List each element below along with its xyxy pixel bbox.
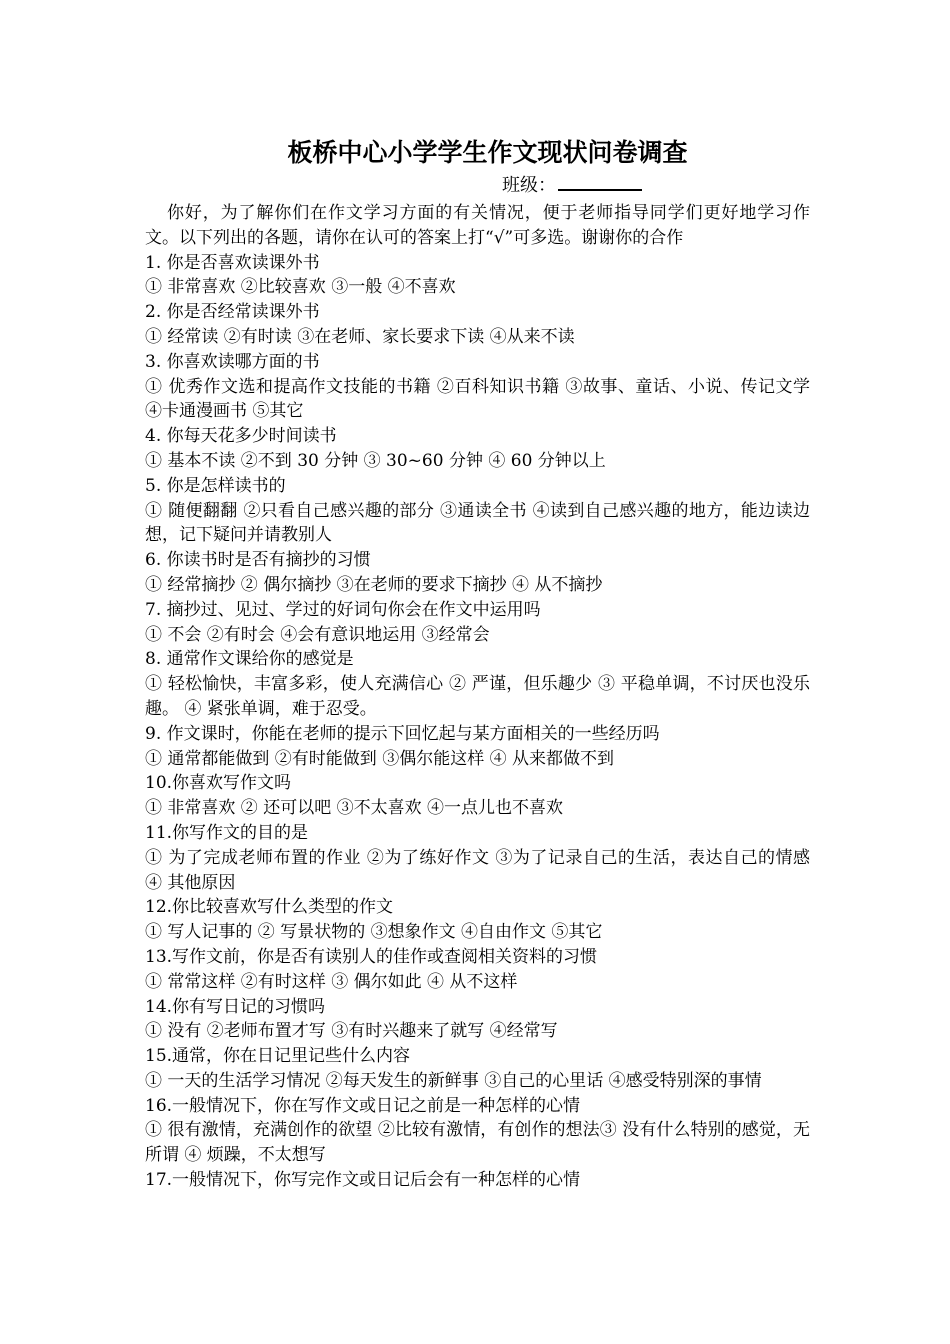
question-item (145, 771, 810, 821)
intro-paragraph: 你好，为了解你们在作文学习方面的有关情况，便于老师指导同学们更好地学习作文。以下列出的各题，请你在认可的答案上打“√”可多选。谢谢你的合作 (145, 203, 810, 248)
question-options[interactable]: ① 没有 ②老师布置才写 ③有时兴趣来了就写 ④经常写 (145, 1021, 558, 1042)
question-options[interactable]: ① 写人记事的 ② 写景状物的 ③想象作文 ④自由作文 ⑤其它 (145, 922, 603, 943)
question-options[interactable]: ① 基本不读 ②不到 30 分钟 ③ 30~60 分钟 ④ 60 分钟以上 (145, 450, 606, 471)
question-item (145, 647, 810, 721)
question-options[interactable]: ① 为了完成老师布置的作业 ②为了练好作文 ③为了记录自己的生活，表达自己的情感 ④ 其他原因 (145, 847, 810, 893)
question-item (145, 895, 810, 945)
question-item (145, 821, 810, 895)
question-item (145, 251, 810, 301)
question-item (145, 1094, 810, 1168)
question-options[interactable]: ① 非常喜欢 ② 还可以吧 ③不太喜欢 ④一点儿也不喜欢 (145, 798, 564, 819)
question-text: 6. 你读书时是否有摘抄的习惯 (145, 550, 371, 571)
question-list (145, 251, 810, 1193)
question-item (145, 300, 810, 350)
question-text: 13.写作文前，你是否有读别人的佳作或查阅相关资料的习惯 (145, 946, 598, 967)
question-options[interactable]: ① 很有激情，充满创作的欲望 ②比较有激情，有创作的想法③ 没有什么特别的感觉，无所谓 ④ 烦躁，不太想写 (145, 1120, 810, 1166)
question-text: 7. 摘抄过、见过、学过的好词句你会在作文中运用吗 (145, 599, 541, 620)
question-item (145, 722, 810, 772)
question-item (145, 1168, 810, 1193)
question-options[interactable]: ① 非常喜欢 ②比较喜欢 ③一般 ④不喜欢 (145, 277, 456, 298)
class-blank[interactable] (558, 171, 642, 191)
question-item (145, 424, 810, 474)
question-options[interactable]: ① 经常读 ②有时读 ③在老师、家长要求下读 ④从来不读 (145, 326, 575, 347)
question-item (145, 474, 810, 548)
question-text: 15.通常，你在日记里记些什么内容 (145, 1046, 411, 1067)
question-text: 1. 你是否喜欢读课外书 (145, 252, 320, 273)
question-item (145, 945, 810, 995)
question-item (145, 350, 810, 424)
question-options[interactable]: ① 常常这样 ②有时这样 ③ 偶尔如此 ④ 从不这样 (145, 971, 518, 992)
question-text: 17.一般情况下，你写完作文或日记后会有一种怎样的心情 (145, 1170, 581, 1191)
question-text: 2. 你是否经常读课外书 (145, 302, 320, 323)
question-item (145, 995, 810, 1045)
question-text: 10.你喜欢写作文吗 (145, 773, 292, 794)
class-field (145, 171, 810, 201)
survey-content (145, 135, 810, 1193)
question-options[interactable]: ① 随便翻翻 ②只看自己感兴趣的部分 ③通读全书 ④读到自己感兴趣的地方，能边读边想，记下疑问并请教别人 (145, 500, 810, 546)
question-options[interactable]: ① 通常都能做到 ②有时能做到 ③偶尔能这样 ④ 从来都做不到 (145, 748, 615, 769)
question-text: 5. 你是怎样读书的 (145, 475, 286, 496)
question-text: 4. 你每天花多少时间读书 (145, 426, 337, 447)
question-text: 3. 你喜欢读哪方面的书 (145, 351, 320, 372)
question-text: 8. 通常作文课给你的感觉是 (145, 649, 354, 670)
question-options[interactable]: ① 轻松愉快，丰富多彩，使人充满信心 ② 严谨，但乐趣少 ③ 平稳单调，不讨厌也没乐趣。 ④ 紧张单调，难于忍受。 (145, 674, 810, 719)
question-options[interactable]: ① 一天的生活学习情况 ②每天发生的新鲜事 ③自己的心里话 ④感受特别深的事情 (145, 1070, 762, 1091)
question-options[interactable]: ① 不会 ②有时会 ④会有意识地运用 ③经常会 (145, 624, 490, 645)
question-options[interactable]: ① 优秀作文选和提高作文技能的书籍 ②百科知识书籍 ③故事、童话、小说、传记文学 ④卡通漫画书 ⑤其它 (145, 376, 810, 422)
question-text: 16.一般情况下，你在写作文或日记之前是一种怎样的心情 (145, 1095, 581, 1116)
question-text: 9. 作文课时，你能在老师的提示下回忆起与某方面相关的一些经历吗 (145, 723, 660, 744)
question-item (145, 548, 810, 598)
class-label: 班级： (502, 175, 556, 196)
page-title: 板桥中心小学学生作文现状问卷调查 (287, 138, 688, 167)
question-item (145, 598, 810, 648)
question-text: 14.你有写日记的习惯吗 (145, 996, 326, 1017)
question-text: 11.你写作文的目的是 (145, 822, 309, 843)
question-item (145, 1044, 810, 1094)
question-options[interactable]: ① 经常摘抄 ② 偶尔摘抄 ③在老师的要求下摘抄 ④ 从不摘抄 (145, 574, 603, 595)
question-text: 12.你比较喜欢写什么类型的作文 (145, 897, 394, 918)
